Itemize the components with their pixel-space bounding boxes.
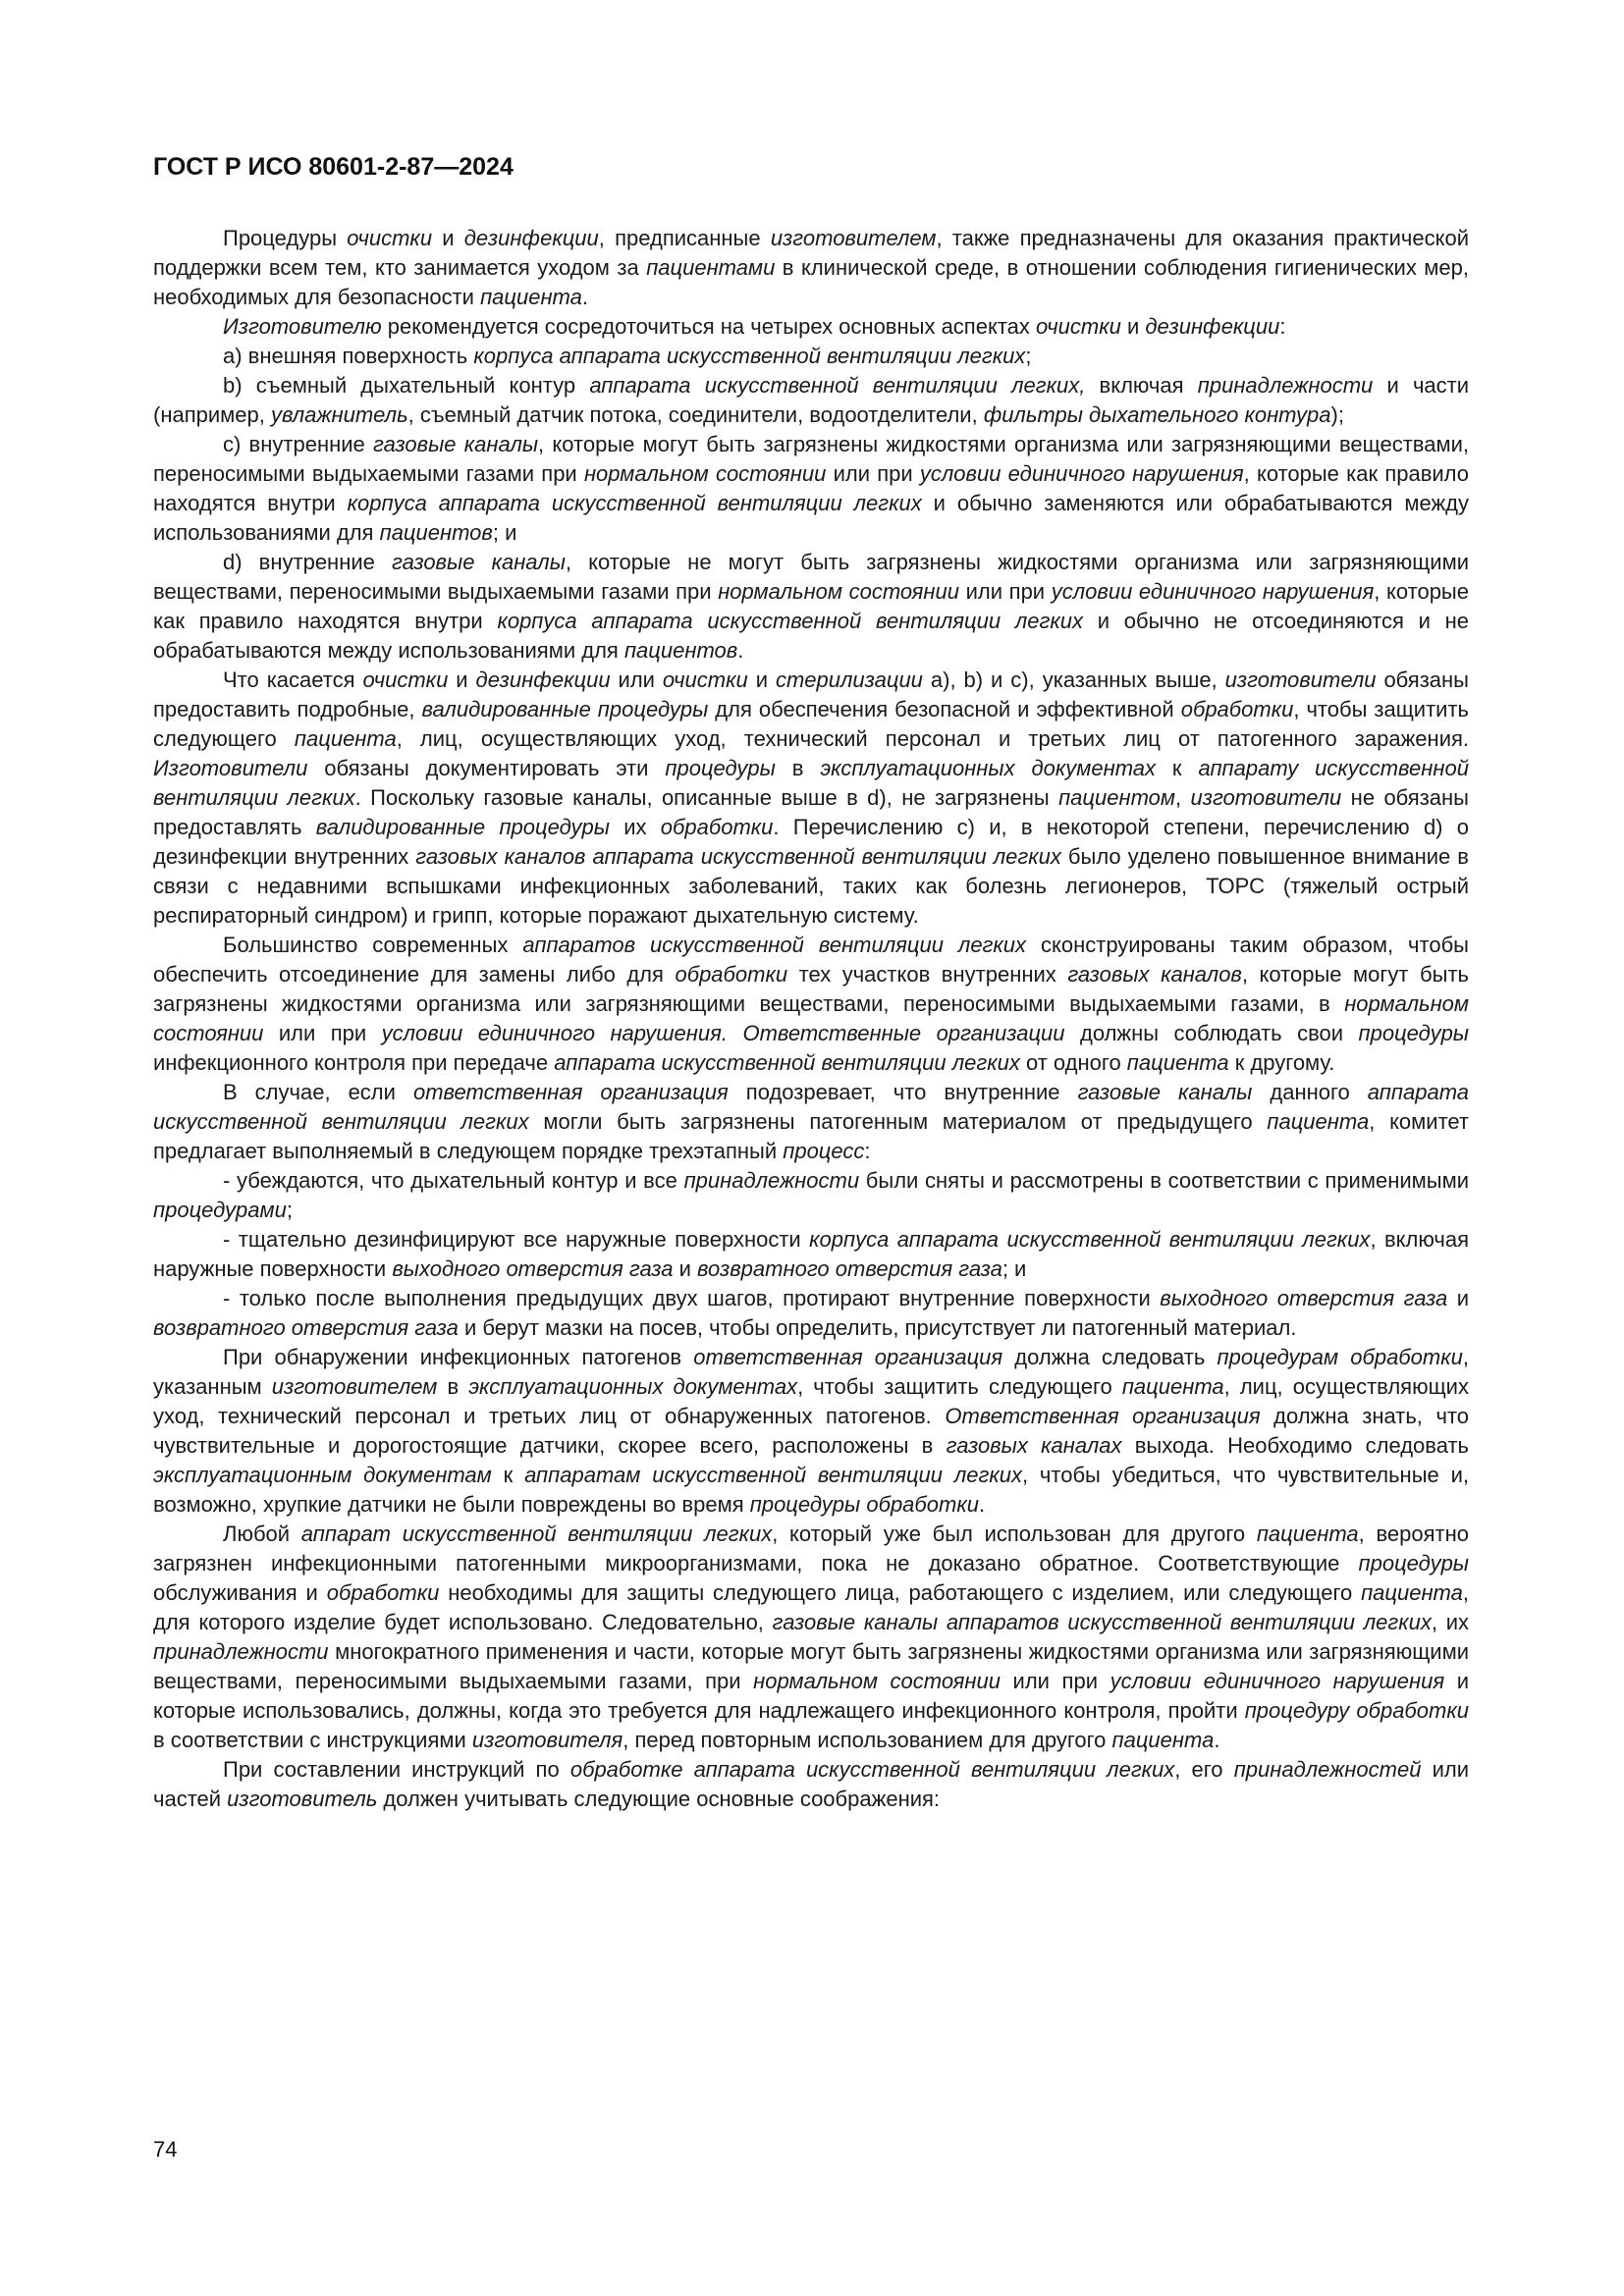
text-run: тех участков внутренних	[787, 962, 1068, 987]
italic-term: корпуса аппарата искусственной вентиляции легких	[473, 344, 1026, 368]
italic-term: эксплуатационных документах	[468, 1374, 798, 1399]
text-run: к другому.	[1228, 1050, 1335, 1075]
italic-term: процесс	[783, 1139, 865, 1163]
italic-term: ответственная организация	[693, 1345, 1003, 1369]
text-run: , их	[1431, 1610, 1470, 1634]
text-run: );	[1330, 402, 1344, 427]
text-run: или при	[263, 1021, 382, 1045]
italic-term: выходного отверстия газа	[392, 1256, 674, 1281]
text-run: и	[1120, 314, 1146, 339]
italic-term: процедуры	[1358, 1551, 1469, 1575]
italic-term: очистки	[662, 667, 748, 692]
italic-term: аппарата искусственной вентиляции легких,	[589, 373, 1086, 398]
text-run: было уделено повышенное внимание в связи с недавними вспышками инфекционных заболеваний, таких как болезнь легионеров, ТОРС (тяжелый острый респираторный синдром) и грипп, которые поражают дыхательную систему.	[153, 844, 1469, 928]
italic-term: пациента	[1126, 1050, 1229, 1075]
text-run: , также предназначены для оказания практической поддержки всем тем, кто занимается уходом за	[153, 226, 1470, 280]
text-run: и обычно не отсоединяются и не обрабатываются между использованиями для	[153, 609, 1470, 663]
paragraph	[153, 1343, 1469, 1520]
italic-term: пациента	[480, 285, 582, 309]
text-run: Процедуры	[223, 226, 348, 250]
text-run: подозревает, что внутренние	[728, 1080, 1078, 1104]
italic-term: ответственная организация	[412, 1080, 729, 1104]
italic-term: пациента	[294, 726, 397, 751]
italic-term: очистки	[362, 667, 449, 692]
text-run: - убеждаются, что дыхательный контур и все	[223, 1168, 684, 1193]
italic-term: пациента	[1256, 1522, 1359, 1546]
text-run: , которые могут быть загрязнены жидкостями организма или загрязняющими веществами, переносимыми выдыхаемыми газами при	[153, 432, 1469, 486]
italic-term: аппарат искусственной вентиляции легких	[300, 1522, 773, 1546]
text-run: , указанным	[153, 1345, 1469, 1399]
text-run: их	[609, 815, 661, 839]
italic-term: увлажнитель	[270, 402, 408, 427]
text-run: или частей	[153, 1757, 1469, 1811]
text-run: ; и	[1001, 1256, 1027, 1281]
italic-term: пациента	[1361, 1580, 1463, 1605]
text-run: , для которого изделие будет использовано. Следовательно,	[153, 1580, 1469, 1634]
text-run: , вероятно загрязнен инфекционными патогенными микроорганизмами, пока не доказано обратное. Соответствующие	[153, 1522, 1469, 1575]
page-number: 74	[153, 2137, 178, 2162]
italic-term: процедурами	[153, 1198, 287, 1222]
italic-term: газовых каналов	[1067, 962, 1242, 987]
text-run: . Поскольку газовые каналы, описанные выше в d), не загрязнены	[354, 785, 1059, 810]
text-run: или	[610, 667, 663, 692]
text-run: - тщательно дезинфицируют все наружные поверхности	[223, 1227, 810, 1252]
italic-term: газовые каналы	[391, 550, 566, 574]
italic-term: Ответственная организация	[945, 1404, 1261, 1428]
text-run: , чтобы убедиться, что чувствительные и, возможно, хрупкие датчики не были повреждены во время	[153, 1463, 1469, 1517]
text-run: рекомендуется сосредоточиться на четырех основных аспектах	[381, 314, 1036, 339]
italic-term: аппарата искусственной вентиляции легких	[153, 1080, 1470, 1134]
italic-term: корпуса аппарата искусственной вентиляции легких	[347, 491, 922, 515]
paragraph	[153, 1225, 1469, 1284]
italic-term: условии единичного нарушения	[1051, 579, 1375, 604]
text-run: к	[491, 1463, 525, 1487]
text-run: , лиц, осуществляющих уход, технический персонал и третьих лиц от патогенного заражения.	[396, 726, 1470, 751]
italic-term: возвратного отверстия газа	[696, 1256, 1002, 1281]
text-run: для обеспечения безопасной и эффективной	[708, 697, 1181, 721]
text-run: могли быть загрязнены патогенным материалом от предыдущего	[528, 1109, 1268, 1134]
italic-term: пациентами	[646, 255, 776, 280]
italic-term: очистки	[347, 226, 433, 250]
italic-term: стерилизации	[775, 667, 923, 692]
text-run: ; и	[492, 520, 517, 545]
italic-term: принадлежности	[683, 1168, 860, 1193]
text-run: .	[581, 285, 588, 309]
text-run: c) внутренние	[223, 432, 374, 456]
text-run: или при	[1000, 1669, 1110, 1693]
italic-term: нормальном состоянии	[718, 579, 960, 604]
italic-term: пациентов	[623, 638, 738, 663]
italic-term: аппаратам искусственной вентиляции легких	[524, 1463, 1022, 1487]
text-run: .	[737, 638, 744, 663]
text-run: были сняты и рассмотрены в соответствии с применимыми	[859, 1168, 1469, 1193]
text-run: При составлении инструкций по	[223, 1757, 570, 1782]
paragraph	[153, 1284, 1469, 1343]
text-run: ,	[1174, 785, 1191, 810]
text-run: в	[437, 1374, 469, 1399]
text-run: и которые использовались, должны, когда это требуется для надлежащего инфекционного контроля, пройти	[153, 1669, 1469, 1723]
paragraph	[153, 371, 1469, 430]
text-run: , которые не могут быть загрязнены жидкостями организма или загрязняющими веществами, переносимыми выдыхаемыми газами при	[153, 550, 1469, 604]
paragraph	[153, 931, 1469, 1078]
text-run: , чтобы защитить следующего	[153, 697, 1469, 751]
italic-term: пациентом	[1058, 785, 1175, 810]
italic-term: принадлежностей	[1233, 1757, 1422, 1782]
italic-term: пациента	[1267, 1109, 1370, 1134]
text-run: :	[864, 1139, 871, 1163]
italic-term: аппарата искусственной вентиляции легких	[554, 1050, 1020, 1075]
text-run: и обычно заменяются или обрабатываются между использованиями для	[153, 491, 1469, 545]
italic-term: пациента	[1111, 1728, 1215, 1752]
italic-term: изготовителя	[471, 1728, 623, 1752]
italic-term: корпуса аппарата искусственной вентиляции легких	[497, 609, 1083, 633]
italic-term: фильтры дыхательного контура	[983, 402, 1331, 427]
text-run: , комитет предлагает выполняемый в следующем порядке трехэтапный	[153, 1109, 1469, 1163]
text-run: обязаны предоставить подробные,	[153, 667, 1469, 721]
italic-term: обработки	[326, 1580, 440, 1605]
italic-term: процедуры обработки	[749, 1492, 979, 1517]
paragraph	[153, 1078, 1469, 1166]
text-run: b) съемный дыхательный контур	[223, 373, 590, 398]
text-run: в клинической среде, в отношении соблюдения гигиенических мер, необходимых для безопасности	[153, 255, 1469, 309]
paragraph	[153, 1166, 1469, 1225]
text-run: сконструированы таким образом, чтобы обеспечить отсоединение для замены либо для	[153, 933, 1469, 987]
text-run: d) внутренние	[223, 550, 392, 574]
italic-term: обработки	[675, 962, 788, 987]
text-run: и части (например,	[153, 373, 1470, 427]
text-run: a) внешняя поверхность	[223, 344, 474, 368]
italic-term: условии единичного нарушения	[1110, 1669, 1445, 1693]
italic-term: газовые каналы	[373, 432, 539, 456]
italic-term: обработки	[1180, 697, 1294, 721]
text-run: в	[775, 756, 821, 780]
text-run: должна знать, что чувствительные и дорогостоящие датчики, скорее всего, расположены в	[153, 1404, 1470, 1458]
text-run: ;	[1025, 344, 1032, 368]
text-run: - только после выполнения предыдущих двух шагов, протирают внутренние поверхности	[223, 1286, 1161, 1310]
text-run: . Перечислению c) и, в некоторой степени, перечислению d) о дезинфекции внутренних	[153, 815, 1470, 869]
italic-term: обработки	[660, 815, 774, 839]
italic-term: процедуры	[1358, 1021, 1469, 1045]
italic-term: процедуру обработки	[1244, 1698, 1469, 1723]
standard-header: ГОСТ Р ИСО 80601-2-87—2024	[153, 153, 514, 181]
text-run: .	[1214, 1728, 1220, 1752]
text-run: к	[1156, 756, 1199, 780]
italic-term: эксплуатационным документам	[153, 1463, 492, 1487]
text-run: и	[673, 1256, 697, 1281]
text-run: данного	[1252, 1080, 1368, 1104]
text-run: в соответствии с инструкциями	[153, 1728, 472, 1752]
italic-term: очистки	[1036, 314, 1121, 339]
italic-term: дезинфекции	[1145, 314, 1280, 339]
italic-term: Изготовители	[153, 756, 308, 780]
italic-term: выходного отверстия газа	[1160, 1286, 1448, 1310]
italic-term: нормальном состоянии	[153, 991, 1469, 1045]
text-run: , которые могут быть загрязнены жидкостями организма или загрязняющими веществами, переносимыми выдыхаемыми газами, в	[153, 962, 1469, 1016]
text-run: , предписанные	[598, 226, 771, 250]
text-run: и	[747, 667, 776, 692]
italic-term: принадлежности	[1197, 373, 1374, 398]
text-run: и	[1447, 1286, 1470, 1310]
document-body	[153, 224, 1469, 1814]
italic-term: валидированные процедуры	[421, 697, 709, 721]
text-run: , включая наружные поверхности	[153, 1227, 1470, 1281]
italic-term: аппарату искусственной вентиляции легких	[153, 756, 1469, 810]
text-run: или при	[959, 579, 1052, 604]
italic-term: процедуры	[665, 756, 776, 780]
text-run: , лиц, осуществляющих уход, технический персонал и третьих лиц от обнаруженных патогенов.	[153, 1374, 1469, 1428]
text-run: должны соблюдать свои	[1064, 1021, 1359, 1045]
italic-term: обработке аппарата искусственной вентиляции легких	[569, 1757, 1175, 1782]
italic-term: условии единичного нарушения	[919, 461, 1244, 486]
italic-term: принадлежности	[153, 1639, 329, 1664]
paragraph	[153, 548, 1469, 666]
italic-term: условии единичного нарушения. Ответственные организации	[381, 1021, 1065, 1045]
italic-term: дезинфекции	[475, 667, 611, 692]
text-run: обслуживания и	[153, 1580, 327, 1605]
italic-term: нормальном состоянии	[583, 461, 827, 486]
text-run: должна следовать	[1002, 1345, 1218, 1369]
italic-term: пациентов	[379, 520, 493, 545]
italic-term: процедурам обработки	[1217, 1345, 1463, 1369]
italic-term: газовых каналах	[946, 1433, 1122, 1458]
italic-term: Изготовителю	[223, 314, 382, 339]
text-run: выхода. Необходимо следовать	[1121, 1433, 1470, 1458]
text-run: Большинство современных	[223, 933, 523, 957]
paragraph	[153, 430, 1469, 548]
text-run: инфекционного контроля при передаче	[153, 1050, 555, 1075]
text-run: , перед повторным использованием для другого	[623, 1728, 1112, 1752]
text-run: и	[432, 226, 464, 250]
text-run: В случае, если	[223, 1080, 413, 1104]
text-run: , съемный датчик потока, соединители, водоотделители,	[407, 402, 984, 427]
text-run: .	[978, 1492, 986, 1517]
text-run: , чтобы защитить следующего	[797, 1374, 1122, 1399]
text-run: от одного	[1019, 1050, 1127, 1075]
text-run: При обнаружении инфекционных патогенов	[223, 1345, 694, 1369]
text-run: Что касается	[223, 667, 363, 692]
text-run: не обязаны предоставлять	[153, 785, 1469, 839]
text-run: Любой	[223, 1522, 301, 1546]
paragraph	[153, 666, 1469, 931]
italic-term: газовые каналы	[1077, 1080, 1253, 1104]
paragraph	[153, 1755, 1469, 1814]
text-run: и	[448, 667, 476, 692]
italic-term: возвратного отверстия газа	[153, 1315, 459, 1340]
paragraph	[153, 1520, 1469, 1755]
italic-term: изготовителем	[770, 226, 937, 250]
italic-term: аппаратов искусственной вентиляции легких	[522, 933, 1027, 957]
italic-term: изготовитель	[227, 1787, 378, 1811]
text-run: , его	[1174, 1757, 1234, 1782]
text-run: , которые как правило находятся внутри	[153, 579, 1469, 633]
text-run: или при	[826, 461, 920, 486]
text-run: , который уже был использован для другого	[772, 1522, 1257, 1546]
italic-term: пациента	[1121, 1374, 1224, 1399]
italic-term: корпуса аппарата искусственной вентиляции легких	[809, 1227, 1371, 1252]
text-run: a), b) и c), указанных выше,	[922, 667, 1225, 692]
italic-term: изготовители	[1224, 667, 1377, 692]
italic-term: газовые каналы аппаратов искусственной вентиляции легких	[772, 1610, 1432, 1634]
text-run: включая	[1085, 373, 1198, 398]
text-run: ;	[286, 1198, 293, 1222]
italic-term: изготовителем	[271, 1374, 438, 1399]
text-run: , которые как правило находятся внутри	[153, 461, 1469, 515]
text-run: должен учитывать следующие основные соображения:	[377, 1787, 941, 1811]
text-run: многократного применения и части, которые могут быть загрязнены жидкостями организма или загрязняющими веществами, переносимыми выдыхаемыми газами, при	[153, 1639, 1469, 1693]
italic-term: нормальном состоянии	[753, 1669, 1001, 1693]
paragraph	[153, 312, 1469, 342]
italic-term: валидированные процедуры	[315, 815, 610, 839]
text-run: :	[1279, 314, 1286, 339]
text-run: обязаны документировать эти	[307, 756, 666, 780]
italic-term: дезинфекции	[463, 226, 599, 250]
paragraph	[153, 342, 1469, 371]
italic-term: газовых каналов аппарата искусственной вентиляции легких	[415, 844, 1061, 869]
italic-term: эксплуатационных документах	[820, 756, 1157, 780]
paragraph	[153, 224, 1469, 312]
italic-term: изготовители	[1190, 785, 1342, 810]
text-run: необходимы для защиты следующего лица, работающего с изделием, или следующего	[439, 1580, 1362, 1605]
text-run: и берут мазки на посев, чтобы определить, присутствует ли патогенный материал.	[458, 1315, 1297, 1340]
